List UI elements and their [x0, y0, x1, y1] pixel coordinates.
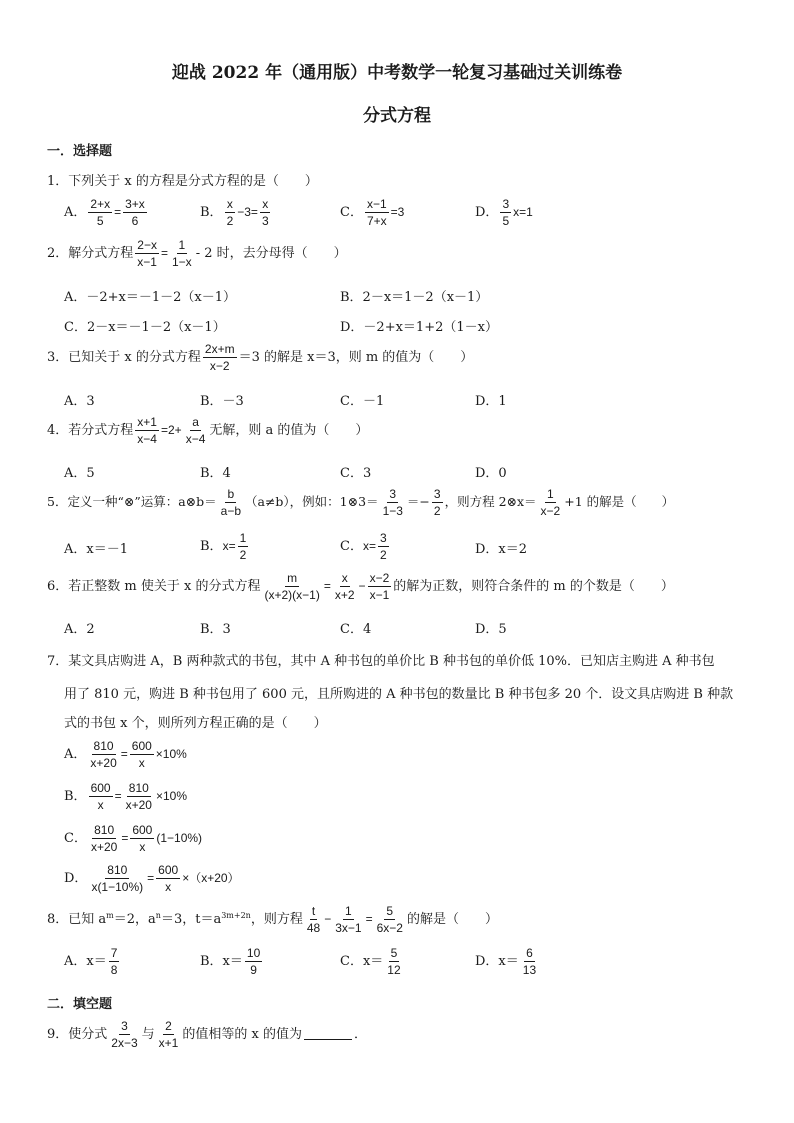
question-5-stem — [47, 488, 674, 517]
question-text: 定义一种“⊗”运算：a⊗b＝ — [67, 494, 217, 509]
question-9-stem: 9．使分式 $\frac{3}{2x-3}$ 与 $\frac{2}{x+1}$ 的值相等的 x 的值为 ． — [47, 1019, 367, 1050]
fraction: $\frac{3}{2}$ — [433, 487, 441, 518]
question-number: 6． — [47, 579, 69, 594]
q6-option-a: A．2 — [64, 622, 95, 637]
document-title: 迎战 2022 年（通用版）中考数学一轮复习基础过关训练卷 — [171, 63, 623, 83]
option-label: C． — [340, 205, 363, 220]
q7-option-d: D． $\frac{810}{x(1-10\%)}$ = $\frac{600}{x}$ ×（x+20） — [64, 863, 240, 894]
fraction: $\frac{7}{8}$ — [110, 946, 118, 977]
q5-option-d: D．x＝2 — [475, 542, 528, 557]
option-label: A．x＝ — [64, 954, 107, 969]
question-number: 4． — [47, 423, 69, 438]
question-text: 下列关于 x 的方程是分式方程的是（ ） — [68, 174, 318, 189]
q6-option-b: B．3 — [200, 622, 231, 637]
question-number: 9． — [47, 1027, 69, 1042]
question-text: 已知 a — [68, 912, 107, 927]
question-text: 若分式方程 — [68, 423, 134, 438]
section-heading-choice: 一．选择题 — [47, 144, 113, 159]
q8-option-a — [64, 947, 121, 976]
fraction: $\frac{2}{x+1}$ — [158, 1019, 179, 1050]
q7-option-a: A． $\frac{810}{x+20}$ = $\frac{600}{x}$ ×10% — [64, 739, 187, 770]
option-label: B． — [200, 205, 223, 220]
fraction: $\frac{1}{3x-1}$ — [335, 904, 362, 935]
q4-option-b: B．4 — [200, 466, 231, 481]
section-heading-fill: 二．填空题 — [47, 997, 113, 1012]
question-text: - 2 时，去分母得（ ） — [195, 246, 347, 261]
fraction: $\frac{3}{2}$ — [379, 531, 387, 562]
question-text: 使分式 — [68, 1027, 108, 1042]
question-number: 2． — [47, 246, 69, 261]
q3-option-d: D．1 — [475, 394, 507, 409]
question-6-stem: 6．若正整数 m 使关于 x 的分式方程 $\frac{m}{(x+2)(x-1)}$ = $\frac{x}{x+2}$ − $\frac{x-2}{x-1}$ 的解为正数，则符合条件的 m 的个数是（ ） — [47, 571, 674, 602]
q7-option-c: C． $\frac{810}{x+20}$ = $\frac{600}{x}$ (1−10%) — [64, 823, 203, 854]
fraction: $\frac{3}{2x-3}$ — [111, 1019, 138, 1050]
option-label: B． — [64, 789, 87, 804]
q4-option-d: D．0 — [475, 466, 507, 481]
fraction: $\frac{a}{x-4}$ — [185, 415, 206, 446]
fraction: $\frac{2+x}{5}$ — [90, 197, 111, 228]
question-text: 的解为正数，则符合条件的 m 的个数是（ ） — [393, 579, 674, 594]
question-8-stem: 8．已知 $a^m=2$，$a^n=3$，$t=a^{3m+2n}$，则方程 $\frac{t}{48}$ − $\frac{1}{3x-1}$ = $\frac{5}{6x-2}$ 的解是（ ） — [47, 904, 498, 935]
question-2-stem: 2．解分式方程 $\frac{2-x}{x-1}$ = $\frac{1}{1-x}$ - 2 时，去分母得（ ） — [47, 238, 347, 269]
fraction: $\frac{x-1}{7+x}$ — [366, 197, 387, 228]
question-7-line-3: 式的书包 x 个，则所列方程正确的是（ ） — [64, 716, 327, 731]
option-label: C．x＝ — [340, 954, 384, 969]
fraction: $\frac{x}{x+2}$ — [334, 571, 355, 602]
option-label: C． — [340, 539, 363, 554]
question-number: 5． — [47, 494, 68, 509]
q2-option-b: B．2－x＝1－2（x－1） — [340, 290, 489, 305]
q3-option-c: C．－1 — [340, 394, 385, 409]
question-text: ＝− — [406, 494, 430, 509]
option-label: D． — [475, 205, 499, 220]
question-number: 1． — [47, 174, 69, 189]
option-label: A． — [64, 205, 87, 220]
q2-option-a: A．－2+x＝－1－2（x－1） — [64, 290, 237, 305]
q5-option-c: C．x= $\frac{3}{2}$ — [340, 531, 387, 562]
fraction: $\frac{2-x}{x-1}$ — [137, 238, 157, 269]
question-number: 8． — [47, 912, 69, 927]
fraction: $\frac{810}{x(1-10\%)}$ — [91, 863, 144, 894]
option-label: C． — [64, 831, 87, 846]
fraction: $\frac{3}{1-3}$ — [382, 487, 403, 518]
fraction: $\frac{t}{48}$ — [306, 904, 321, 935]
q5-option-b: B．x= $\frac{1}{2}$ — [200, 531, 247, 562]
q8-option-d — [475, 947, 540, 976]
option-label: A． — [64, 747, 87, 762]
q1-option-c: C． $\frac{x-1}{7+x}$ =3 — [340, 197, 405, 228]
fraction: $\frac{x}{3}$ — [261, 197, 269, 228]
q5-option-a: A．x＝－1 — [64, 542, 128, 557]
question-3-stem — [47, 343, 473, 372]
q3-option-b: B．－3 — [200, 394, 244, 409]
question-text: 无解，则 a 的值为（ ） — [209, 423, 369, 438]
fraction: $\frac{3}{5}$ — [502, 197, 510, 228]
fraction: $\frac{3+x}{6}$ — [125, 197, 145, 228]
fraction: $\frac{x+1}{x-4}$ — [137, 415, 157, 446]
question-text: 的值相等的 x 的值为 — [182, 1027, 302, 1042]
question-text: ＝3 的解是 x＝3，则 m 的值为（ ） — [238, 350, 474, 365]
fraction: $\frac{m}{(x+2)(x-1)}$ — [264, 571, 320, 602]
q6-option-c: C．4 — [340, 622, 372, 637]
q2-option-c: C．2－x＝－1－2（x－1） — [64, 320, 226, 335]
q1-option-b: B． $\frac{x}{2}$ −3= $\frac{x}{3}$ — [200, 197, 269, 228]
fraction: $\frac{600}{x}$ — [132, 823, 153, 854]
question-text: 与 — [141, 1027, 155, 1042]
fraction: $\frac{1}{x-2}$ — [540, 487, 561, 518]
question-text: +1 的解是（ ） — [564, 494, 675, 509]
fraction: $\frac{5}{12}$ — [387, 946, 401, 977]
fraction: $\frac{10}{9}$ — [246, 946, 261, 977]
q1-option-d: D． $\frac{3}{5}$ x=1 — [475, 197, 533, 228]
fraction: $\frac{b}{a-b}$ — [220, 487, 241, 518]
question-text: ，则方程 2⊗x＝ — [444, 494, 537, 509]
fraction: $\frac{1}{1-x}$ — [172, 238, 192, 269]
question-text: 若正整数 m 使关于 x 的分式方程 — [68, 579, 261, 594]
question-text: 解分式方程 — [68, 246, 134, 261]
question-7-line-2: 用了 810 元，购进 B 种书包用了 600 元，且所购进的 A 种书包的数量比 B 种书包多 20 个．设文具店购进 B 种款 — [64, 687, 734, 702]
fraction: $\frac{600}{x}$ — [158, 863, 179, 894]
question-text: 的解是（ ） — [406, 912, 498, 927]
document-subtitle: 分式方程 — [363, 106, 431, 126]
q1-option-a: A． $\frac{2+x}{5}$ = $\frac{3+x}{6}$ — [64, 197, 145, 228]
fraction: $\frac{1}{2}$ — [239, 531, 247, 562]
fraction: $\frac{810}{x+20}$ — [90, 823, 118, 854]
fraction: $\frac{x}{2}$ — [226, 197, 234, 228]
q2-option-d: D．－2+x＝1+2（1－x） — [340, 320, 498, 335]
q6-option-d: D．5 — [475, 622, 507, 637]
option-label: D．x＝ — [475, 954, 519, 969]
q8-option-c — [340, 947, 405, 976]
question-1-stem — [47, 170, 318, 189]
answer-blank[interactable] — [304, 1027, 352, 1040]
question-text: （a≠b），例如：1⊗3＝ — [245, 494, 379, 509]
question-7-line-1: 7．某文具店购进 A，B 两种款式的书包，其中 A 种书包的单价比 B 种书包的单价低 10%．已知店主购进 A 种书包 — [47, 654, 715, 669]
fraction: $\frac{810}{x+20}$ — [125, 781, 152, 812]
fraction: $\frac{810}{x+20}$ — [90, 739, 117, 770]
question-4-stem: 4．若分式方程 $\frac{x+1}{x-4}$ =2+ $\frac{a}{x-4}$ 无解，则 a 的值为（ ） — [47, 415, 369, 446]
fraction: $\frac{x-2}{x-1}$ — [369, 571, 390, 602]
fraction: $\frac{600}{x}$ — [131, 739, 152, 770]
option-label: D． — [64, 871, 88, 886]
question-number: 3． — [47, 350, 69, 365]
question-text: 已知关于 x 的分式方程 — [68, 350, 201, 365]
option-label: B．x＝ — [200, 954, 243, 969]
q4-option-a: A．5 — [64, 466, 95, 481]
fraction: $\frac{5}{6x-2}$ — [376, 904, 403, 935]
fraction: $\frac{6}{13}$ — [522, 946, 537, 977]
q4-option-c: C．3 — [340, 466, 372, 481]
option-label: B． — [200, 539, 223, 554]
q3-option-a: A．3 — [64, 394, 95, 409]
q7-option-b: B． $\frac{600}{x}$ = $\frac{810}{x+20}$ ×10% — [64, 781, 187, 812]
fraction: $\frac{600}{x}$ — [90, 781, 111, 812]
fraction: $\frac{2x+m}{x-2}$ — [204, 342, 235, 373]
q8-option-b — [200, 947, 264, 976]
